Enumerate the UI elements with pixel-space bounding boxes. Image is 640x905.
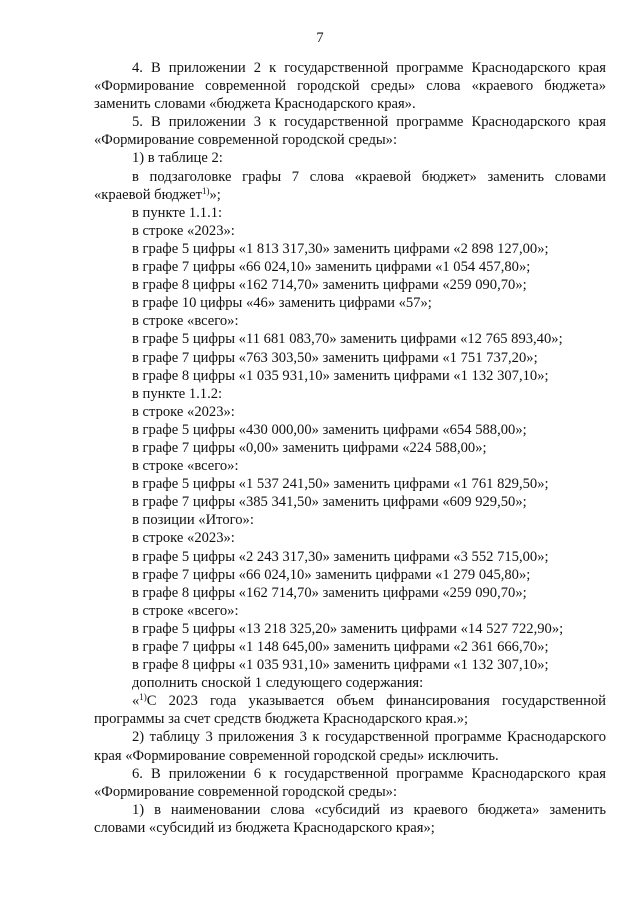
text-line [94, 548, 606, 566]
line-text: края «Формирование современной городской среды» исключить. [94, 747, 499, 764]
line-text: в графе 5 цифры «1 537 241,50» заменить цифрами «1 761 829,50»; [132, 476, 549, 493]
line-text-tail: »; [209, 186, 221, 203]
line-text: 1) в таблице 2: [132, 150, 223, 167]
line-text: в графе 5 цифры «1 813 317,30» заменить цифрами «2 898 127,00»; [132, 240, 549, 257]
line-text: словами «субсидий из бюджета Краснодарского края»; [94, 819, 435, 836]
text-line [94, 584, 606, 602]
text-line [94, 168, 606, 186]
text-line [94, 511, 606, 529]
line-text: в графе 8 цифры «1 035 931,10» заменить цифрами «1 132 307,10»; [132, 367, 549, 384]
line-text: в графе 5 цифры «2 243 317,30» заменить цифрами «3 552 715,00»; [132, 548, 549, 565]
line-text: 4. В приложении 2 к государственной программе Краснодарского края [132, 60, 606, 76]
text-line [94, 367, 606, 385]
text-line [94, 276, 606, 294]
line-text: в строке «всего»: [132, 602, 239, 619]
text-line [94, 457, 606, 475]
text-line [94, 77, 606, 95]
text-line [94, 149, 606, 167]
line-text: в пункте 1.1.1: [132, 204, 223, 221]
line-text: «краевой бюджет [94, 186, 202, 203]
line-text: 2) таблицу 3 приложения 3 к государственной программе Краснодарского [132, 729, 606, 746]
line-text: «Формирование современной городской среды»: [94, 132, 398, 149]
text-line [94, 385, 606, 403]
line-text: в строке «2023»: [132, 530, 235, 547]
line-text: в графе 7 цифры «763 303,50» заменить цифрами «1 751 737,20»; [132, 349, 538, 366]
text-line [94, 620, 606, 638]
text-line [94, 113, 606, 131]
line-text: в подзаголовке графы 7 слова «краевой бюджет» заменить словами [132, 168, 606, 185]
text-line [94, 566, 606, 584]
page-number: 7 [316, 30, 324, 46]
line-text: в графе 7 цифры «66 024,10» заменить цифрами «1 054 457,80»; [132, 259, 531, 276]
line-text: в графе 8 цифры «162 714,70» заменить цифрами «259 090,70»; [132, 277, 527, 294]
line-text: «Формирование современной городской среды»: [94, 783, 398, 800]
line-text: в графе 5 цифры «11 681 083,70» заменить цифрами «12 765 893,40»; [132, 331, 563, 348]
text-line [94, 294, 606, 312]
text-line [94, 258, 606, 276]
line-text: 5. В приложении 3 к государственной программе Краснодарского края [132, 114, 606, 131]
line-text: 1) в наименовании слова «субсидий из краевого бюджета» заменить [132, 801, 606, 818]
text-line [94, 656, 606, 674]
text-line [94, 95, 606, 113]
line-text: в графе 7 цифры «1 148 645,00» заменить цифрами «2 361 666,70»; [132, 639, 549, 655]
footnote-marker: 1) [139, 692, 147, 703]
line-text: « [132, 693, 140, 710]
text-line [94, 349, 606, 367]
line-text: в строке «2023»: [132, 403, 235, 420]
line-text: в строке «2023»: [132, 222, 235, 239]
text-line [94, 765, 606, 783]
line-text: в графе 5 цифры «13 218 325,20» заменить цифрами «14 527 722,90»; [132, 620, 564, 637]
line-text: в графе 7 цифры «385 341,50» заменить цифрами «609 929,50»; [132, 494, 527, 511]
line-text: дополнить сноской 1 следующего содержания: [132, 675, 424, 692]
text-line [94, 403, 606, 421]
text-line [94, 204, 606, 222]
line-text: в пункте 1.1.2: [132, 385, 223, 402]
text-line [94, 747, 606, 765]
text-line [94, 222, 606, 240]
text-line [94, 439, 606, 457]
line-text: 6. В приложении 6 к государственной программе Краснодарского края [132, 765, 606, 782]
text-line [94, 330, 606, 348]
text-line [94, 493, 606, 511]
text-line [94, 692, 606, 710]
line-text: в строке «всего»: [132, 313, 239, 330]
text-line [94, 728, 606, 746]
line-text: в графе 8 цифры «1 035 931,10» заменить цифрами «1 132 307,10»; [132, 657, 549, 674]
line-text: в графе 8 цифры «162 714,70» заменить цифрами «259 090,70»; [132, 584, 527, 601]
line-text: заменить словами «бюджета Краснодарского края». [94, 96, 416, 113]
text-line [94, 783, 606, 801]
line-text-tail: С 2023 года указывается объем финансирования государственной [146, 693, 606, 710]
text-line [94, 421, 606, 439]
text-line [94, 819, 606, 837]
line-text: «Формирование современной городской среды» слова «краевого бюджета» [94, 78, 606, 95]
text-line [94, 602, 606, 620]
text-line [94, 674, 606, 692]
line-text: программы за счет средств бюджета Краснодарского края.»; [94, 711, 469, 728]
text-line [94, 59, 606, 77]
line-text: в графе 7 цифры «66 024,10» заменить цифрами «1 279 045,80»; [132, 566, 531, 583]
line-text: в графе 10 цифры «46» заменить цифрами «57»; [132, 295, 432, 312]
text-line [94, 475, 606, 493]
text-line [94, 710, 606, 728]
line-text: в строке «всего»: [132, 458, 239, 475]
footnote-marker: 1) [201, 185, 210, 196]
text-line [94, 131, 606, 149]
line-text: в позиции «Итого»: [132, 512, 254, 529]
document-body [94, 59, 606, 837]
text-line [94, 638, 606, 656]
text-line [94, 312, 606, 330]
text-line [94, 529, 606, 547]
text-line [94, 186, 606, 204]
line-text: в графе 5 цифры «430 000,00» заменить цифрами «654 588,00»; [132, 421, 527, 438]
line-text: в графе 7 цифры «0,00» заменить цифрами «224 588,00»; [132, 439, 487, 456]
text-line [94, 801, 606, 819]
text-line [94, 240, 606, 258]
